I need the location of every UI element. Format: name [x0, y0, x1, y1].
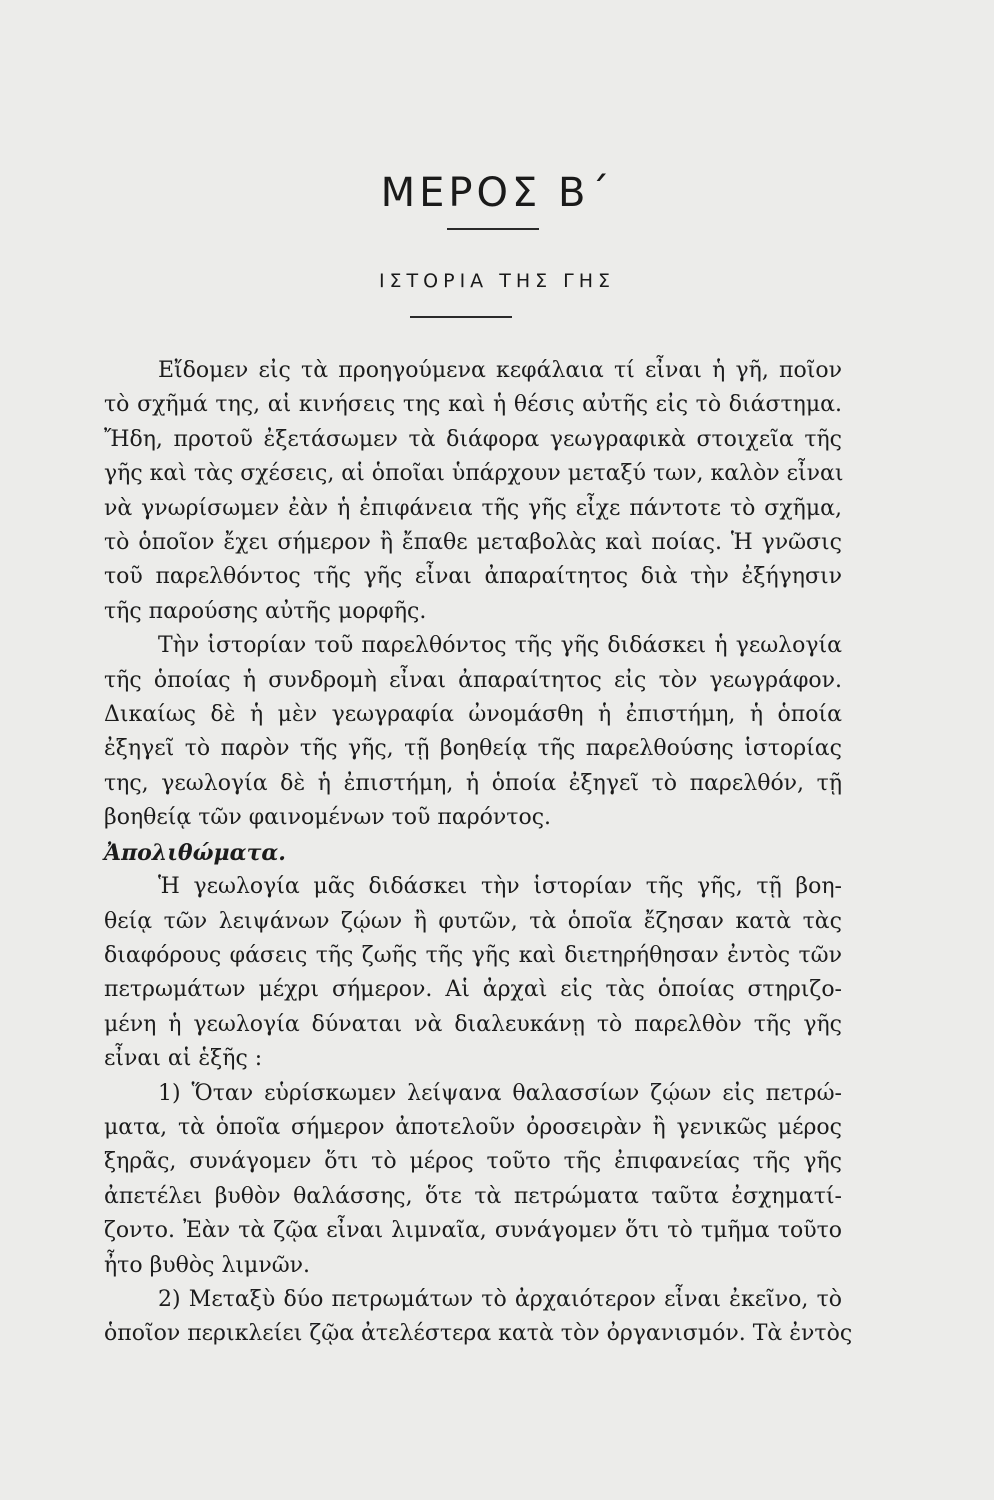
text-line: ὁποῖον περικλείει ζῷα ἀτελέστερα κατὰ τὸν ὀργανισμόν. Τὰ ἐντὸς	[104, 1321, 853, 1347]
text-line: τῆς ὁποίας ἡ συνδρομὴ εἶναι ἀπαραίτητος εἰς τὸν γεωγράφον.	[104, 667, 842, 693]
section-rule	[410, 316, 512, 318]
title-rule	[447, 228, 539, 230]
text-line: διαφόρους φάσεις τῆς ζωῆς τῆς γῆς καὶ διετηρήθησαν ἐντὸς τῶν	[104, 942, 842, 968]
text-line: τῆς παρούσης αὐτῆς μορφῆς.	[104, 598, 427, 624]
text-line: πετρωμάτων μέχρι σήμερον. Αἱ ἀρχαὶ εἰς τὰς ὁποίας στηριζο-	[104, 977, 842, 1003]
text-line: ματα, τὰ ὁποῖα σήμερον ἀποτελοῦν ὀροσειρὰν ἢ γενικῶς μέρος	[104, 1114, 842, 1140]
text-line: Δικαίως δὲ ἡ μὲν γεωγραφία ὠνομάσθη ἡ ἐπιστήμη, ἡ ὁποία	[104, 702, 842, 728]
text-line: τὸ ὁποῖον ἔχει σήμερον ἢ ἔπαθε μεταβολὰς καὶ ποίας. Ἡ γνῶσις	[104, 530, 842, 556]
text-line: 1) Ὅταν εὑρίσκωμεν λείψανα θαλασσίων ζῴων εἰς πετρώ-	[158, 1080, 842, 1106]
text-line: ἐξηγεῖ τὸ παρὸν τῆς γῆς, τῇ βοηθείᾳ τῆς παρελθούσης ἱστορίας	[104, 736, 842, 762]
text-line: τοῦ παρελθόντος τῆς γῆς εἶναι ἀπαραίτητος διὰ τὴν ἐξήγησιν	[104, 564, 842, 590]
text-line: 2) Μεταξὺ δύο πετρωμάτων τὸ ἀρχαιότερον εἶναι ἐκεῖνο, τὸ	[158, 1286, 842, 1312]
text-line: ξηρᾶς, συνάγομεν ὅτι τὸ μέρος τοῦτο τῆς ἐπιφανείας τῆς γῆς	[104, 1149, 842, 1175]
part-title: ΜΕΡΟΣ Β΄	[380, 170, 614, 216]
text-line: ἦτο βυθὸς λιμνῶν.	[104, 1252, 311, 1278]
text-line: θείᾳ τῶν λειψάνων ζῴων ἢ φυτῶν, τὰ ὁποῖα ἔζησαν κατὰ τὰς	[104, 908, 842, 934]
text-line: Τὴν ἱστορίαν τοῦ παρελθόντος τῆς γῆς διδάσκει ἡ γεωλογία	[158, 633, 842, 659]
section-heading: Ἀπολιθώματα.	[104, 839, 286, 866]
text-line: Ἤδη, προτοῦ ἐξετάσωμεν τὰ διάφορα γεωγραφικὰ στοιχεῖα τῆς	[104, 426, 842, 452]
text-line: τὸ σχῆμά της, αἱ κινήσεις της καὶ ἡ θέσις αὐτῆς εἰς τὸ διάστημα.	[104, 392, 842, 418]
text-line: της, γεωλογία δὲ ἡ ἐπιστήμη, ἡ ὁποία ἐξηγεῖ τὸ παρελθόν, τῇ	[104, 770, 842, 796]
text-line: μένη ἡ γεωλογία δύναται νὰ διαλευκάνῃ τὸ παρελθὸν τῆς γῆς	[104, 1011, 842, 1037]
text-line: Ἡ γεωλογία μᾶς διδάσκει τὴν ἱστορίαν τῆς γῆς, τῇ βοη-	[158, 874, 842, 900]
text-line: ζοντο. Ἐὰν τὰ ζῷα εἶναι λιμναῖα, συνάγομεν ὅτι τὸ τμῆμα τοῦτο	[104, 1218, 842, 1244]
text-line: νὰ γνωρίσωμεν ἐὰν ἡ ἐπιφάνεια τῆς γῆς εἶχε πάντοτε τὸ σχῆμα,	[104, 495, 842, 521]
section-title: ΙΣΤΟΡΙΑ ΤΗΣ ΓΗΣ	[378, 270, 616, 292]
text-line: γῆς καὶ τὰς σχέσεις, αἱ ὁποῖαι ὑπάρχουν μεταξύ των, καλὸν εἶναι	[104, 461, 844, 487]
text-line: Εἴδομεν εἰς τὰ προηγούμενα κεφάλαια τί εἶναι ἡ γῆ, ποῖον	[158, 358, 842, 383]
text-line: ἀπετέλει βυθὸν θαλάσσης, ὅτε τὰ πετρώματα ταῦτα ἐσχηματί-	[104, 1183, 842, 1209]
body-text	[104, 354, 853, 1352]
text-line: βοηθείᾳ τῶν φαινομένων τοῦ παρόντος.	[104, 805, 552, 831]
text-line: εἶναι αἱ ἑξῆς :	[104, 1046, 263, 1072]
